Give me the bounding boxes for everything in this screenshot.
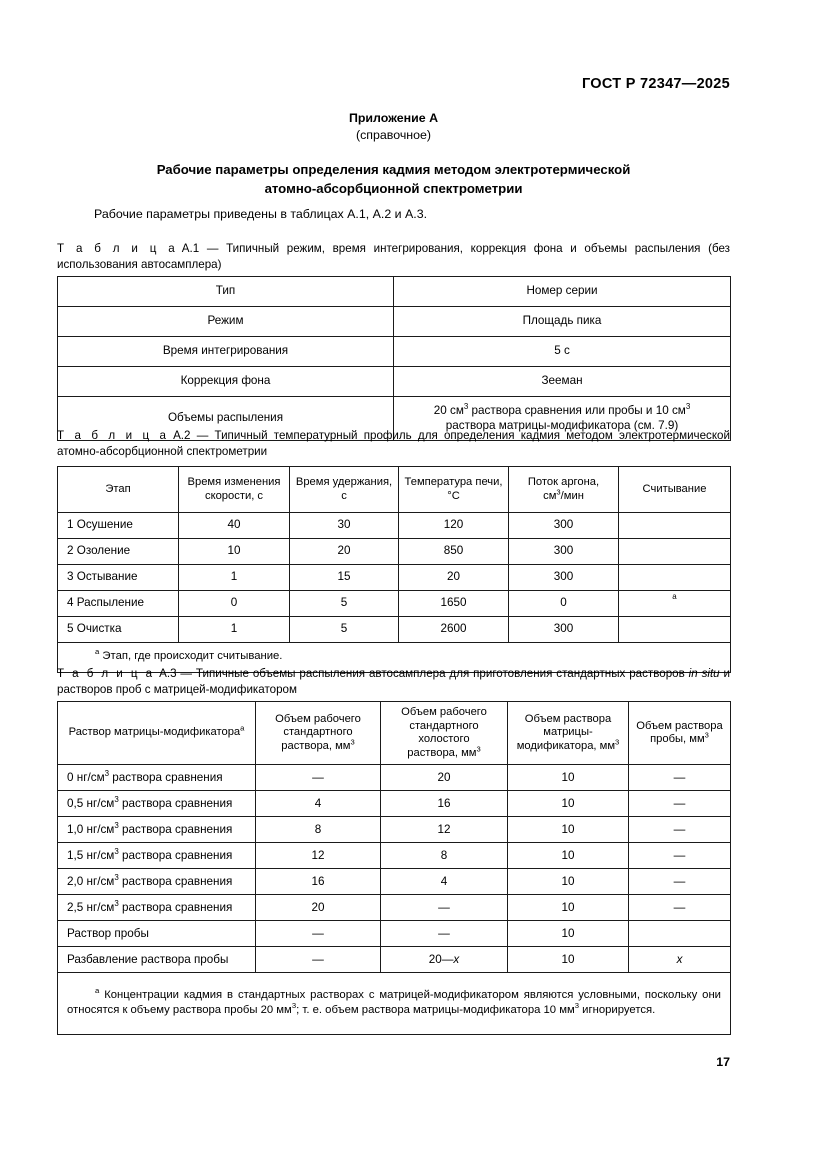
annex-heading-block xyxy=(57,110,730,198)
hdr-line: раствора, мм xyxy=(281,739,351,752)
a2-ramp: 40 xyxy=(179,513,290,539)
a3-std: 16 xyxy=(256,869,381,895)
a3-unit-tail: раствора сравнения xyxy=(118,900,233,914)
a2-hold: 15 xyxy=(290,565,399,591)
table-a2-caption-text: — Типичный температурный профиль для определения кадмия методом электротермической атомно-абсорбционной спектрометрии xyxy=(57,429,730,458)
a2-readout xyxy=(619,539,731,565)
a2-argon: 300 xyxy=(509,617,619,643)
table-a2-col-argon-flow xyxy=(509,467,619,513)
a2-hold: 20 xyxy=(290,539,399,565)
a3-unit-tail: раствора сравнения xyxy=(118,796,233,810)
annex-label: Приложение А xyxy=(348,111,439,125)
a3-sample: — xyxy=(629,791,731,817)
table-row xyxy=(58,947,731,973)
table-row xyxy=(58,617,731,643)
a3-blank xyxy=(381,947,508,973)
footnote-indent xyxy=(67,989,95,1001)
hdr-line: стандартного xyxy=(283,726,353,739)
table-a3-caption-number: А.3 xyxy=(159,667,177,680)
a3-blank: — xyxy=(381,895,508,921)
footnote-sup-2: 3 xyxy=(574,1001,580,1011)
footnote-marker: a xyxy=(95,647,100,657)
a2-hold: 5 xyxy=(290,591,399,617)
table-a2-col-stage: Этап xyxy=(58,467,179,513)
a3-std: — xyxy=(256,921,381,947)
table-a3-footnote xyxy=(58,973,731,1035)
table-a3-col-blank-standard-volume xyxy=(381,702,508,765)
footnote-text-part-3: игнорируется. xyxy=(579,1004,656,1017)
table-row xyxy=(58,817,731,843)
hdr-line: Температура печи, xyxy=(404,475,503,488)
a3-conc: 0 xyxy=(67,770,74,784)
a3-unit: нг/см xyxy=(83,874,115,888)
hdr-line: Объем раствора xyxy=(524,712,612,725)
table-a1-cell-left: Тип xyxy=(58,277,394,307)
a3-unit-tail: раствора сравнения xyxy=(118,848,233,862)
table-a1-cell-left: Объемы распыления xyxy=(58,397,394,441)
table-row xyxy=(58,869,731,895)
hdr-sup: 3 xyxy=(615,737,620,747)
table-row xyxy=(58,791,731,817)
footnote-marker: a xyxy=(672,592,677,602)
hdr-line: с xyxy=(341,489,347,502)
a3-blank: 12 xyxy=(381,817,508,843)
a2-argon: 300 xyxy=(509,565,619,591)
hdr-sup: 3 xyxy=(556,486,561,496)
table-a2-caption-number: А.2 xyxy=(173,429,191,442)
table-a1-cell-right: Номер серии xyxy=(394,277,731,307)
footnote-sup-1: 3 xyxy=(291,1001,297,1011)
a2-argon: 300 xyxy=(509,513,619,539)
table-a3-header-row xyxy=(58,702,731,765)
footnote-text: Этап, где происходит считывание. xyxy=(102,650,283,662)
a3-solution-label xyxy=(58,791,256,817)
table-a2-col-furnace-temp xyxy=(399,467,509,513)
annex-title xyxy=(57,160,730,198)
a3-std: 8 xyxy=(256,817,381,843)
a1-vol-text-b: раствора сравнения или пробы и 10 см xyxy=(468,404,686,417)
a2-temp: 850 xyxy=(399,539,509,565)
a3-conc: 0,5 xyxy=(67,796,84,810)
annex-title-line-2: атомно-абсорбционной спектрометрии xyxy=(264,181,523,196)
a3-sample xyxy=(629,921,731,947)
table-a1 xyxy=(57,276,731,441)
hdr-line: °С xyxy=(447,489,460,502)
table-a3-caption-text-before: — Типичные объемы распыления автосамплера для приготовления стандартных растворов xyxy=(180,667,689,680)
table-a2-col-readout: Считывание xyxy=(619,467,731,513)
a2-argon: 0 xyxy=(509,591,619,617)
a3-blank-prefix: 20— xyxy=(428,952,454,966)
table-row xyxy=(58,337,731,367)
document-header-standard-number: ГОСТ Р 72347—2025 xyxy=(581,76,730,92)
a3-unit-sup: 3 xyxy=(114,872,119,882)
hdr-line: Время удержания, xyxy=(295,475,393,488)
a2-stage: 5 Очистка xyxy=(58,617,179,643)
hdr-line: см xyxy=(543,489,557,502)
a3-blank: 4 xyxy=(381,869,508,895)
a3-mod: 10 xyxy=(508,817,629,843)
table-a1-cell-right: Зееман xyxy=(394,367,731,397)
a3-unit: нг/см xyxy=(83,848,115,862)
table-a2 xyxy=(57,466,731,673)
a3-solution-label xyxy=(58,843,256,869)
a3-std: 20 xyxy=(256,895,381,921)
table-a1-cell-left: Время интегрирования xyxy=(58,337,394,367)
intro-paragraph: Рабочие параметры приведены в таблицах А.1, А.2 и А.3. xyxy=(94,207,428,221)
a2-stage: 4 Распыление xyxy=(58,591,179,617)
hdr-line: Объем рабочего xyxy=(401,706,487,718)
a3-conc: 1,0 xyxy=(67,822,84,836)
hdr-sup: 3 xyxy=(476,744,481,754)
a3-sample: — xyxy=(629,843,731,869)
table-row xyxy=(58,921,731,947)
a3-mod: 10 xyxy=(508,921,629,947)
a1-vol-line-2: раствора матрицы-модификатора (см. 7.9) xyxy=(445,418,679,432)
table-a3-caption-italic: in situ xyxy=(688,667,720,680)
a2-ramp: 1 xyxy=(179,565,290,591)
table-a3-col-modifier-solution xyxy=(58,702,256,765)
table-a1-caption-word: Т а б л и ц а xyxy=(57,242,177,255)
a3-std: 4 xyxy=(256,791,381,817)
a1-vol-text-a: 20 см xyxy=(433,404,464,417)
a3-conc: 1,5 xyxy=(67,848,84,862)
table-row xyxy=(58,513,731,539)
a2-readout-footnote-marker xyxy=(619,591,731,617)
table-a2-header-row xyxy=(58,467,731,513)
hdr-line: /мин xyxy=(560,489,584,502)
a2-temp: 2600 xyxy=(399,617,509,643)
table-a3-col-sample-volume xyxy=(629,702,731,765)
a3-unit: нг/см xyxy=(73,770,105,784)
a3-unit-sup: 3 xyxy=(114,846,119,856)
table-row xyxy=(58,591,731,617)
a3-blank-variable: x xyxy=(453,952,460,966)
a3-unit-sup: 3 xyxy=(114,898,119,908)
hdr-line: Объем раствора xyxy=(636,719,723,732)
hdr-line: Поток аргона, xyxy=(527,475,600,488)
a3-unit-sup: 3 xyxy=(114,794,119,804)
a3-solution-label: Разбавление раствора пробы xyxy=(58,947,256,973)
table-a2-caption-word: Т а б л и ц а xyxy=(57,429,169,442)
a3-sample: — xyxy=(629,817,731,843)
a3-std: — xyxy=(256,947,381,973)
table-a3-col-working-standard-volume xyxy=(256,702,381,765)
a3-unit: нг/см xyxy=(83,822,115,836)
a2-hold: 30 xyxy=(290,513,399,539)
a3-unit-tail: раствора сравнения xyxy=(118,822,233,836)
hdr-line: пробы, мм xyxy=(650,733,705,746)
table-row xyxy=(58,565,731,591)
a3-unit-tail: раствора сравнения xyxy=(118,874,233,888)
a2-ramp: 1 xyxy=(179,617,290,643)
a2-stage: 1 Осушение xyxy=(58,513,179,539)
a3-solution-label xyxy=(58,869,256,895)
a3-std: 12 xyxy=(256,843,381,869)
a3-mod: 10 xyxy=(508,895,629,921)
a2-ramp: 0 xyxy=(179,591,290,617)
a3-blank: — xyxy=(381,921,508,947)
table-a1-cell-right: 5 с xyxy=(394,337,731,367)
table-a3-footnote-row xyxy=(58,973,731,1035)
a3-solution-label xyxy=(58,817,256,843)
footnote-marker: а xyxy=(240,723,245,733)
a3-mod: 10 xyxy=(508,869,629,895)
table-a1-caption-text: — Типичный режим, время интегрирования, коррекция фона и объемы распыления (без использования автосамплера) xyxy=(57,242,730,271)
table-a2-caption xyxy=(57,428,730,459)
hdr-line: матрицы- xyxy=(543,726,593,739)
table-row xyxy=(58,307,731,337)
table-row xyxy=(58,277,731,307)
a3-sample: — xyxy=(629,765,731,791)
hdr-line: стандартного холостого xyxy=(409,719,479,746)
footnote-text-part-2: ; т. е. объем раствора матрицы-модификатора 10 мм xyxy=(296,1004,575,1017)
a2-temp: 20 xyxy=(399,565,509,591)
hdr-line: Время изменения xyxy=(187,475,281,488)
hdr-sup: 3 xyxy=(350,737,355,747)
a1-vol-sup-2: 3 xyxy=(685,402,691,412)
a2-stage: 3 Остывание xyxy=(58,565,179,591)
table-a1-cell-right: Площадь пика xyxy=(394,307,731,337)
a1-vol-sup-1: 3 xyxy=(463,402,469,412)
a3-std: — xyxy=(256,765,381,791)
table-a1-cell-left: Коррекция фона xyxy=(58,367,394,397)
a3-conc: 2,0 xyxy=(67,874,84,888)
a2-readout xyxy=(619,565,731,591)
table-a2-col-ramp-time xyxy=(179,467,290,513)
a3-conc: 2,5 xyxy=(67,900,84,914)
a3-sample-variable: x xyxy=(629,947,731,973)
table-a3-col-modifier-volume xyxy=(508,702,629,765)
table-a1-cell-left: Режим xyxy=(58,307,394,337)
annex-title-line-1: Рабочие параметры определения кадмия методом электротермической xyxy=(156,162,631,177)
a3-mod: 10 xyxy=(508,947,629,973)
a2-argon: 300 xyxy=(509,539,619,565)
hdr-line: раствора, мм xyxy=(407,746,477,759)
table-row xyxy=(58,843,731,869)
hdr-line: скорости, с xyxy=(204,489,264,502)
table-a3-caption-text-after: и растворов проб с матрицей-модификатором xyxy=(57,667,730,696)
a3-mod: 10 xyxy=(508,765,629,791)
a2-hold: 5 xyxy=(290,617,399,643)
a2-stage: 2 Озоление xyxy=(58,539,179,565)
a3-blank: 8 xyxy=(381,843,508,869)
footnote-text-part-1: Концентрации кадмия в стандартных растворах с матрицей-модификатором являются условными, поскольку они относятся к объему раствора пробы 20 мм xyxy=(67,988,721,1017)
hdr-line: модификатора, мм xyxy=(516,739,616,752)
a3-blank: 20 xyxy=(381,765,508,791)
table-row xyxy=(58,765,731,791)
table-a3-caption-word: Т а б л и ц а xyxy=(57,667,155,680)
a3-unit: нг/см xyxy=(83,900,115,914)
a2-ramp: 10 xyxy=(179,539,290,565)
table-a1-caption-number: А.1 xyxy=(181,242,200,255)
hdr-line: Раствор матрицы-модификатора xyxy=(68,726,241,739)
a3-sample: — xyxy=(629,895,731,921)
a3-unit: нг/см xyxy=(83,796,115,810)
a3-solution-label: Раствор пробы xyxy=(58,921,256,947)
a3-blank: 16 xyxy=(381,791,508,817)
a2-readout xyxy=(619,617,731,643)
a2-temp: 120 xyxy=(399,513,509,539)
a3-sample: — xyxy=(629,869,731,895)
a3-unit-sup: 3 xyxy=(104,768,110,778)
table-a1-caption xyxy=(57,241,730,272)
a3-mod: 10 xyxy=(508,843,629,869)
table-row xyxy=(58,895,731,921)
table-row xyxy=(58,539,731,565)
a3-unit-tail: раствора сравнения xyxy=(109,770,223,784)
hdr-line: Объем рабочего xyxy=(275,712,361,725)
table-a2-col-hold-time xyxy=(290,467,399,513)
a3-unit-sup: 3 xyxy=(114,820,119,830)
a3-solution-label xyxy=(58,895,256,921)
footnote-marker: а xyxy=(95,986,100,996)
a3-mod: 10 xyxy=(508,791,629,817)
table-a3-caption xyxy=(57,666,730,697)
a2-temp: 1650 xyxy=(399,591,509,617)
hdr-sup: 3 xyxy=(704,730,709,740)
a2-readout xyxy=(619,513,731,539)
table-row xyxy=(58,367,731,397)
a3-solution-label xyxy=(58,765,256,791)
annex-kind: (справочное) xyxy=(355,127,432,142)
footnote-indent xyxy=(67,650,95,662)
table-a3 xyxy=(57,701,731,1035)
page-number: 17 xyxy=(716,1055,730,1069)
